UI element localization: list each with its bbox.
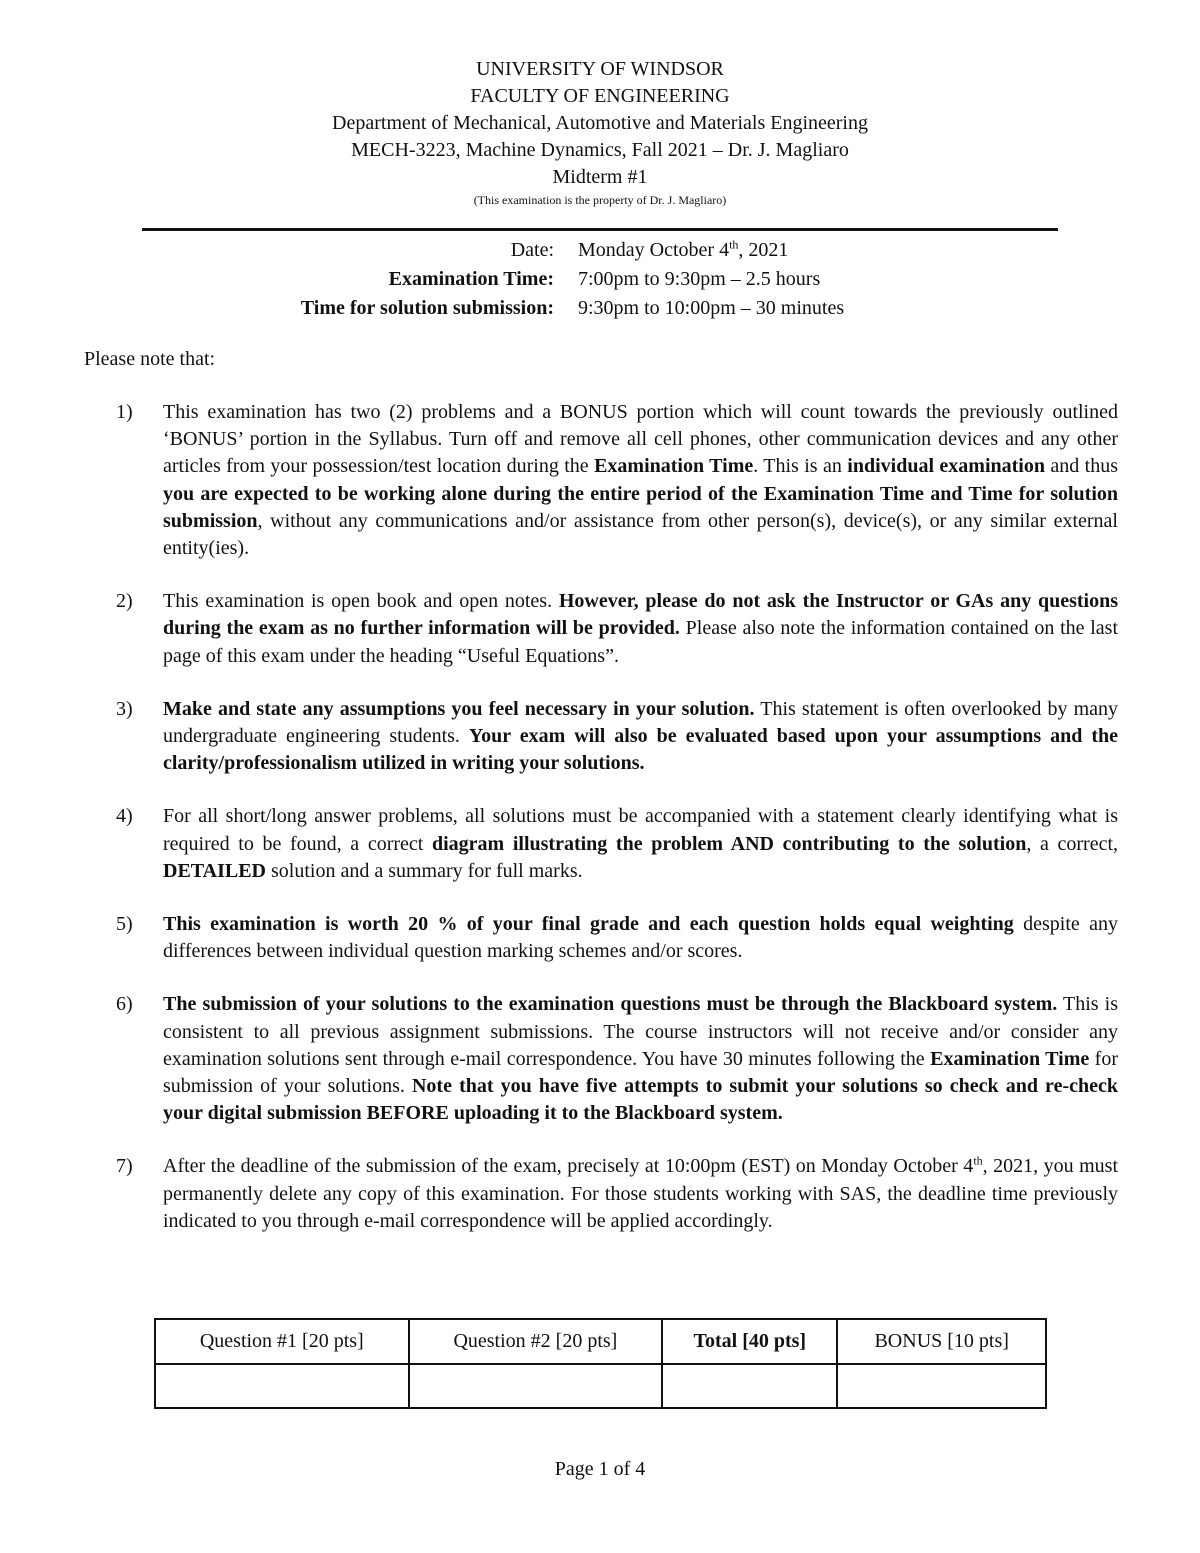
submission-time-label: Time for solution submission:	[300, 297, 554, 319]
instruction-4: 4) For all short/long answer problems, all solutions must be accompanied with a statement clearly identifying what is required to be found, a correct diagram illustrating the problem AND contributing to the solution, a correct, DETAILED solution and a summary for full marks.	[116, 805, 1118, 882]
exam-time-row	[0, 265, 1200, 294]
instruction-6: 6) The submission of your solutions to the examination questions must be through the Blackboard system. This is consistent to all previous assignment submissions. The course instructors will not receive and/or consider any examination solutions sent through e-mail correspondence. You have 30 minutes following the Examination Time for submission of your solutions. Note that you have five attempts to submit your solutions so check and re-check your digital submission BEFORE uploading it to the Blackboard system.	[116, 993, 1119, 1125]
university-name: UNIVERSITY OF WINDSOR	[476, 58, 724, 80]
department-name: Department of Mechanical, Automotive and Materials Engineering	[332, 112, 868, 134]
question-1-header: Question #1 [20 pts]	[155, 1319, 409, 1364]
instructions-list	[116, 399, 1118, 1261]
total-score	[662, 1364, 837, 1408]
score-header-row	[155, 1319, 1046, 1364]
exam-time-value: 7:00pm to 9:30pm – 2.5 hours	[578, 268, 821, 290]
bonus-header: BONUS [10 pts]	[837, 1319, 1046, 1364]
instruction-3: 3) Make and state any assumptions you feel necessary in your solution. This statement is often overlooked by many undergraduate engineering students. Your exam will also be evaluated based upon your assumptions and the clarity/professionalism utilized in writing your solutions.	[116, 697, 1118, 775]
submission-time-value: 9:30pm to 10:00pm – 30 minutes	[578, 297, 845, 319]
exam-header	[0, 56, 1200, 208]
exam-info	[0, 236, 1200, 323]
faculty-name: FACULTY OF ENGINEERING	[470, 85, 730, 107]
total-header: Total [40 pts]	[662, 1319, 837, 1364]
instruction-5: 5) This examination is worth 20 % of your final grade and each question holds equal weighting despite any differences between individual question marking schemes and/or scores.	[116, 913, 1118, 963]
submission-time-row	[0, 294, 1200, 323]
instruction-1: 1) This examination has two (2) problems and a BONUS portion which will count towards the previously outlined ‘BONUS’ portion in the Syllabus. Turn off and remove all cell phones, other communication devices and any other articles from your possession/test location during the Examination Time. This is an individual examination and thus you are expected to be working alone during the entire period of the Examination Time and Time for solution submission, without any communications and/or assistance from other person(s), device(s), or any similar external entity(ies).	[116, 401, 1118, 560]
question-2-score	[409, 1364, 663, 1408]
bonus-score	[837, 1364, 1046, 1408]
header-divider	[142, 228, 1058, 231]
property-note: (This examination is the property of Dr. J. Magliaro)	[473, 193, 727, 207]
course-title: MECH-3223, Machine Dynamics, Fall 2021 – Dr. J. Magliaro	[351, 139, 849, 161]
date-row	[0, 236, 1200, 265]
page-number: Page 1 of 4	[554, 1458, 646, 1480]
question-1-score	[155, 1364, 409, 1408]
instruction-2: 2) This examination is open book and open notes. However, please do not ask the Instructor or GAs any questions during the exam as no further information will be provided. Please also note the information contained on the last page of this exam under the heading “Useful Equations”.	[116, 590, 1119, 667]
score-table	[154, 1318, 1047, 1409]
score-value-row	[155, 1364, 1046, 1408]
intro-note: Please note that:	[84, 348, 216, 370]
exam-title: Midterm #1	[552, 166, 648, 188]
date-value: Monday October 4th, 2021	[578, 237, 789, 261]
date-label: Date:	[510, 239, 554, 261]
question-2-header: Question #2 [20 pts]	[409, 1319, 663, 1364]
exam-time-label: Examination Time:	[388, 268, 554, 290]
instruction-7: 7) After the deadline of the submission of the exam, precisely at 10:00pm (EST) on Monday October 4th, 2021, you must permanently delete any copy of this examination. For those students working with SAS, the deadline time previously indicated to you through e-mail correspondence will be applied accordingly.	[116, 1153, 1119, 1232]
